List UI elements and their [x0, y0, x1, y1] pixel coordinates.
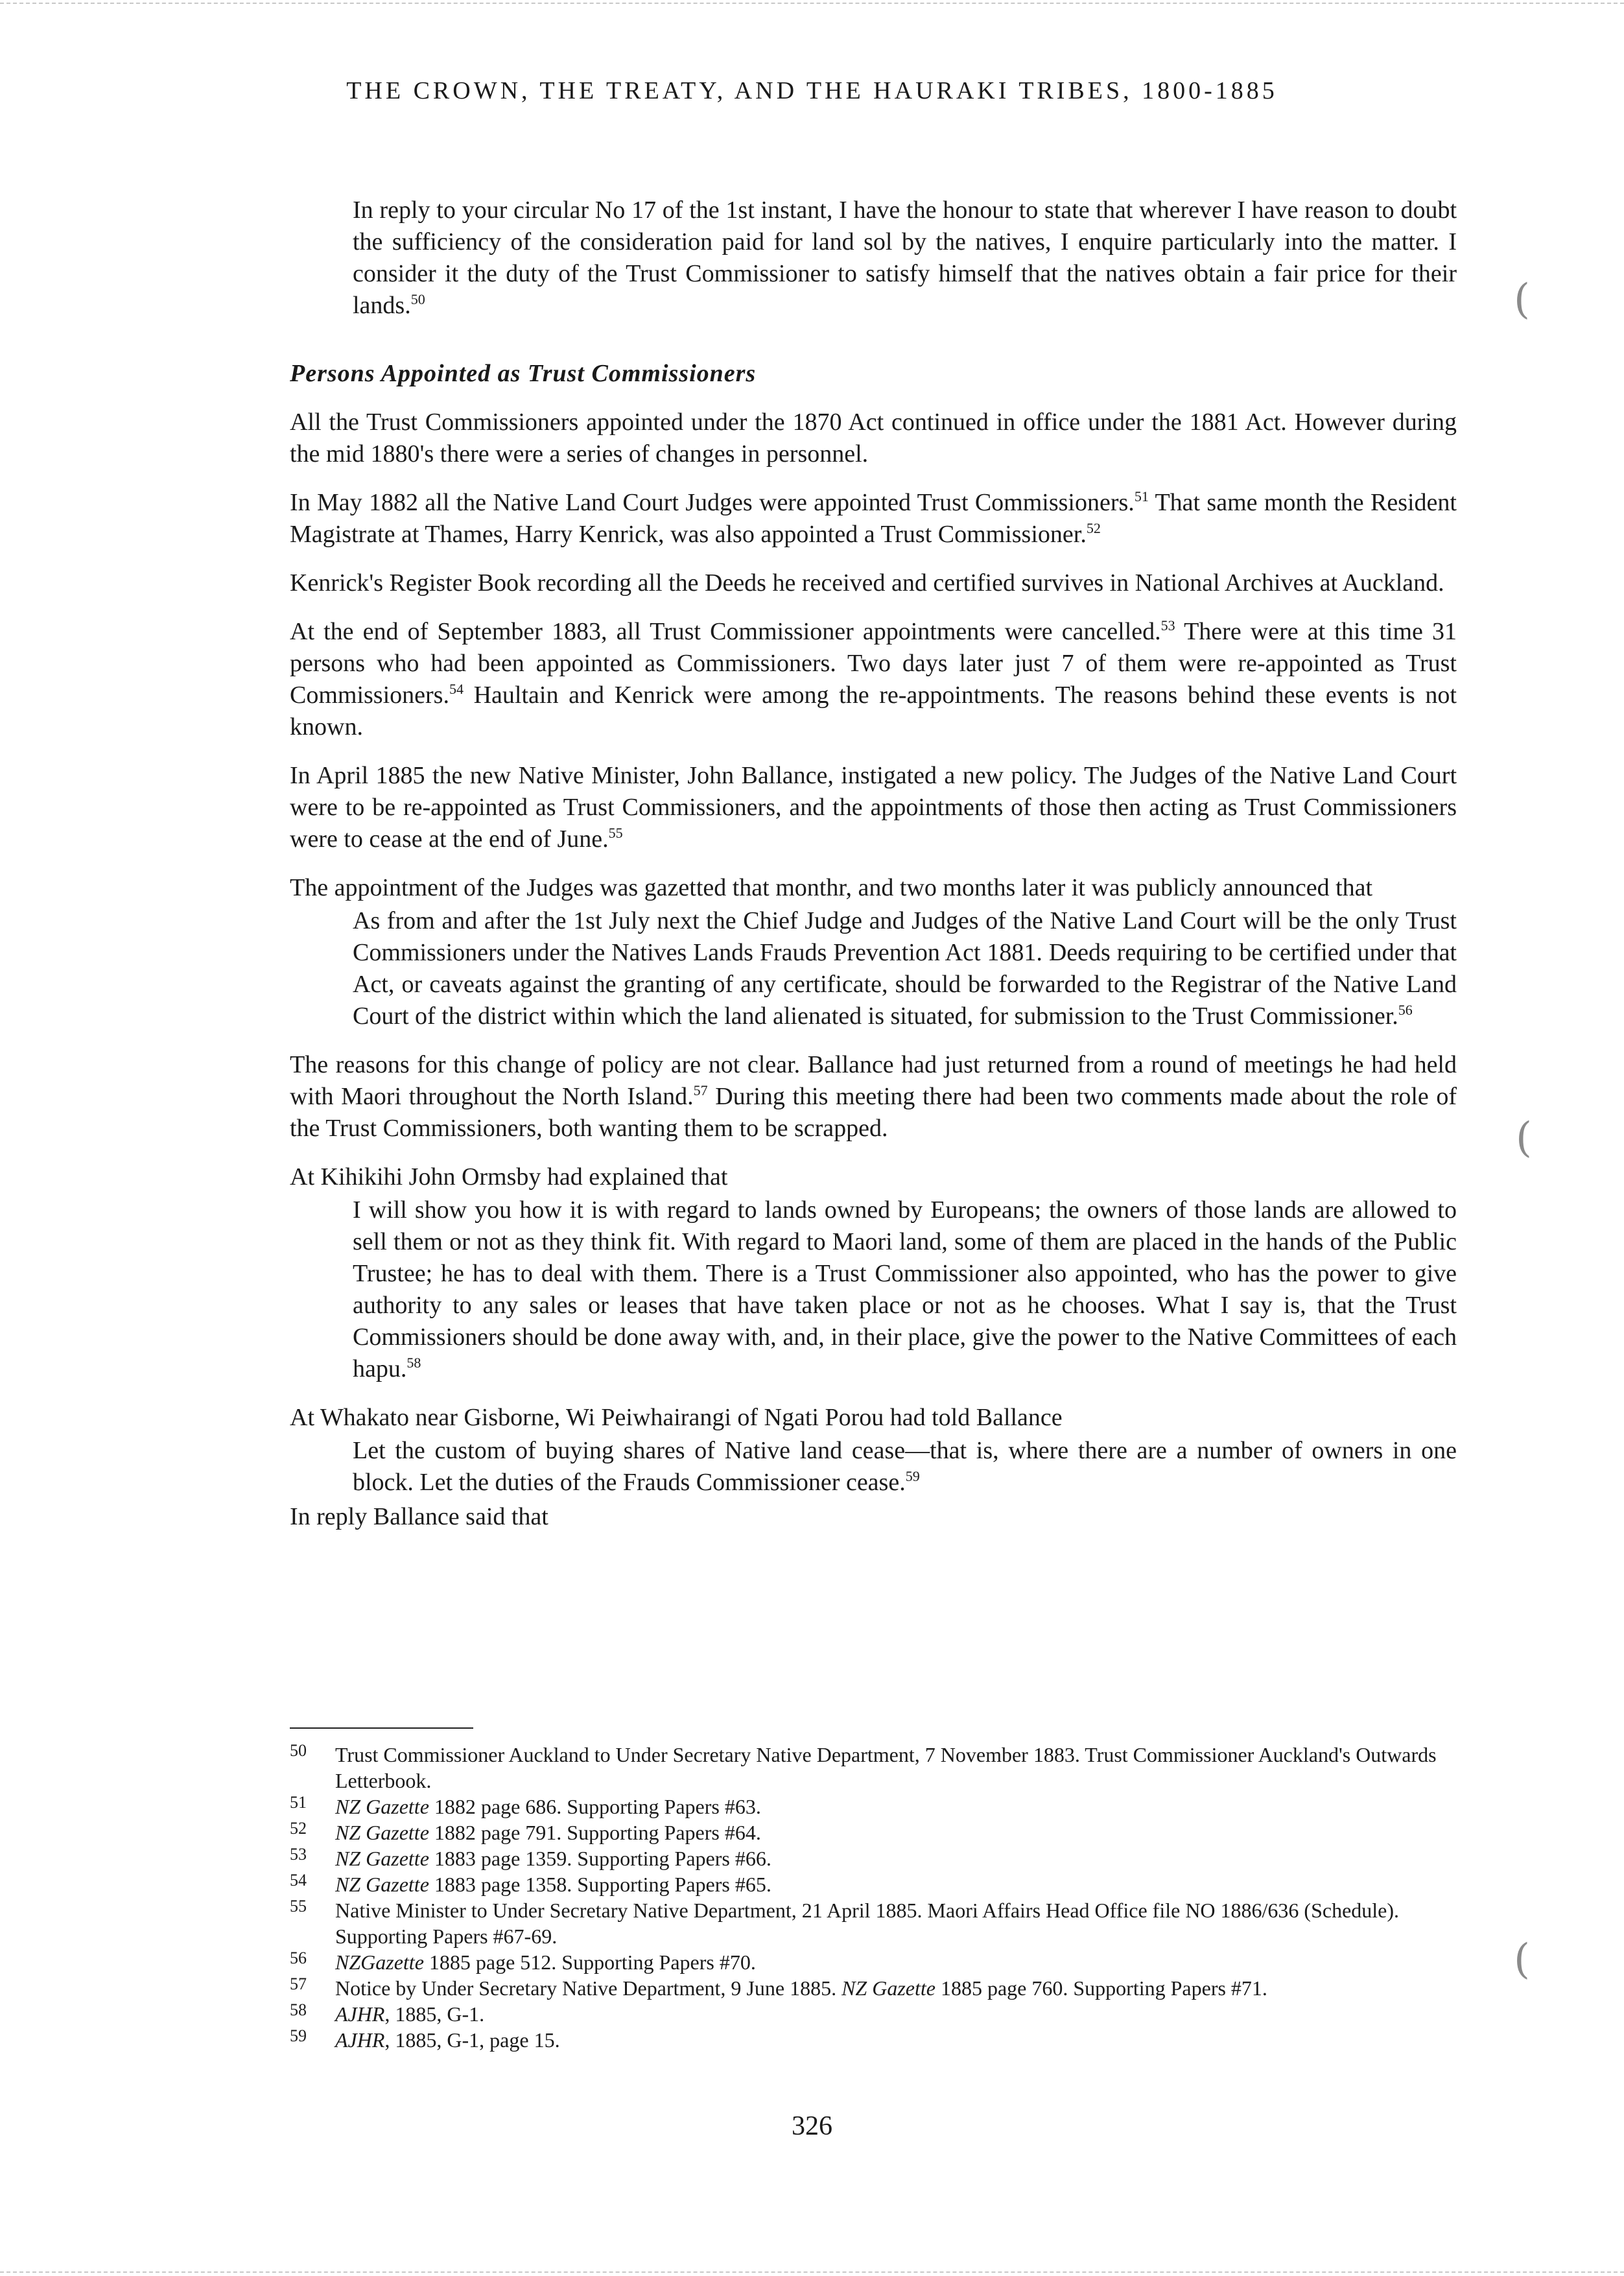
- footnote-text: 1885 page 512. Supporting Papers #70.: [423, 1950, 756, 1974]
- footnote-ref[interactable]: 55: [608, 825, 623, 841]
- paragraph-text: In reply Ballance said that: [290, 1503, 548, 1530]
- footnote-ref[interactable]: 51: [1134, 488, 1149, 504]
- footnote-text: 1883 page 1359. Supporting Papers #66.: [429, 1847, 771, 1870]
- body-text: [290, 195, 1457, 1550]
- paragraph: [290, 1049, 1457, 1144]
- footnote-text: , 1885, G-1.: [384, 2002, 485, 2026]
- footnote-text: , 1885, G-1, page 15.: [384, 2028, 560, 2052]
- paragraph: [290, 1402, 1457, 1434]
- footnote-ref[interactable]: 54: [449, 681, 464, 697]
- margin-bracket-mark: (: [1514, 276, 1530, 324]
- paragraph-text: In May 1882 all the Native Land Court Judges were appointed Trust Commissioners.: [290, 489, 1135, 516]
- footnote-number: 50: [290, 1741, 307, 1760]
- paragraph-text: Kenrick's Register Book recording all the Deeds he received and certified survives in National Archives at Auckland.: [290, 569, 1444, 597]
- paragraph-text: At Kihikihi John Ormsby had explained that: [290, 1163, 728, 1191]
- footnote-text: 1883 page 1358. Supporting Papers #65.: [429, 1873, 771, 1896]
- quote-text: I will show you how it is with regard to lands owned by Europeans; the owners of those lands are allowed to sell them or not as they think fit. With regard to Maori land, some of them are placed in the hands of the Public Trustee; he has to deal with them. There is a Trust Commissioner also appointed, who has the power to give authority to any sales or leases that have taken place or not as he chooses. What I say is, that the Trust Commissioners should be done away with, and, in their place, give the power to the Native Committees of each hapu.: [353, 1196, 1457, 1382]
- block-quote: [353, 195, 1457, 322]
- block-quote: [353, 905, 1457, 1032]
- page-number: 326: [792, 2111, 832, 2141]
- footnote: [290, 1820, 1457, 1845]
- quote-text: In reply to your circular No 17 of the 1st instant, I have the honour to state that wherever I have reason to doubt the sufficiency of the consideration paid for land sol by the natives, I enquire particularly into the matter. I consider it the duty of the Trust Commissioner to satisfy himself that the natives obtain a fair price for their lands.: [353, 196, 1457, 319]
- footnote: [290, 1897, 1457, 1949]
- footnote: [290, 2027, 1457, 2053]
- running-head: THE CROWN, THE TREATY, AND THE HAURAKI TRIBES, 1800-1885: [346, 77, 1278, 104]
- footnote-ref[interactable]: 58: [406, 1355, 421, 1371]
- footnote-source: AJHR: [335, 2002, 385, 2026]
- footnote-source: NZ Gazette: [335, 1873, 429, 1896]
- paragraph: [290, 616, 1457, 743]
- footnote-ref[interactable]: 53: [1160, 617, 1175, 634]
- footnote-number: 53: [290, 1845, 307, 1864]
- paragraph-text: The reasons for this change of policy are not clear. Ballance had just returned from a round of meetings he had held with Maori throughout the North Island.: [290, 1051, 1457, 1110]
- paragraph: [290, 760, 1457, 855]
- footnote-rule: [290, 1727, 473, 1729]
- paragraph-text: That same month the Resident Magistrate at Thames, Harry Kenrick, was also appointed a Trust Commissioner.: [290, 489, 1457, 548]
- paragraph: [290, 1161, 1457, 1193]
- paragraph-text: At Whakato near Gisborne, Wi Peiwhairangi of Ngati Porou had told Ballance: [290, 1404, 1063, 1431]
- footnote-ref[interactable]: 56: [1398, 1002, 1413, 1018]
- footnote: [290, 1871, 1457, 1897]
- footnote-number: 55: [290, 1897, 307, 1915]
- footnote-text: 1885 page 760. Supporting Papers #71.: [935, 1976, 1267, 2000]
- footnote-ref[interactable]: 59: [905, 1468, 920, 1484]
- footnote: [290, 1949, 1457, 1975]
- footnote-number: 57: [290, 1974, 307, 1993]
- quote-text: As from and after the 1st July next the Chief Judge and Judges of the Native Land Court will be the only Trust Commissioners under the Natives Lands Frauds Prevention Act 1881. Deeds requiring to be certified under that Act, or caveats against the granting of any certificate, should be forwarded to the Registrar of the Native Land Court of the district within which the land alienated is situated, for submission to the Trust Commissioner.: [353, 907, 1457, 1030]
- footnote-text: 1882 page 791. Supporting Papers #64.: [429, 1821, 761, 1844]
- footnote-source: NZGazette: [335, 1950, 424, 1974]
- footnote: [290, 1742, 1457, 1794]
- footnote-source: NZ Gazette: [335, 1847, 429, 1870]
- margin-bracket-mark: (: [1514, 1936, 1530, 1984]
- scan-edge-top: [0, 3, 1624, 5]
- footnote-number: 52: [290, 1819, 307, 1838]
- footnote-source: NZ Gazette: [335, 1795, 429, 1818]
- paragraph-text: All the Trust Commissioners appointed under the 1870 Act continued in office under the 1881 Act. However during the mid 1880's there were a series of changes in personnel.: [290, 409, 1457, 468]
- paragraph: [290, 1501, 1457, 1533]
- footnote-ref[interactable]: 52: [1086, 520, 1101, 536]
- footnote-source: NZ Gazette: [335, 1821, 429, 1844]
- paragraph: [290, 567, 1457, 599]
- footnote-text: Trust Commissioner Auckland to Under Secretary Native Department, 7 November 1883. Trust Commissioner Auckland's Outwards Letterbook.: [335, 1743, 1437, 1792]
- footnote-text: 1882 page 686. Supporting Papers #63.: [429, 1795, 761, 1818]
- footnote-text: Native Minister to Under Secretary Native Department, 21 April 1885. Maori Affairs Head Office file NO 1886/636 (Schedule). Supporting Papers #67-69.: [335, 1899, 1400, 1948]
- quote-text: Let the custom of buying shares of Native land cease—that is, where there are a number of owners in one block. Let the duties of the Frauds Commissioner cease.: [353, 1437, 1457, 1496]
- block-quote: [353, 1435, 1457, 1499]
- paragraph-text: At the end of September 1883, all Trust Commissioner appointments were cancelled.: [290, 618, 1161, 645]
- footnote-number: 54: [290, 1871, 307, 1890]
- section-heading: Persons Appointed as Trust Commissioners: [290, 360, 757, 387]
- paragraph-text: Haultain and Kenrick were among the re-appointments. The reasons behind these events is not known.: [290, 682, 1457, 741]
- paragraph-text: There were at this time 31 persons who had been appointed as Commissioners. Two days later just 7 of them were re-appointed as Trust Commissioners.: [290, 618, 1457, 709]
- footnote-number: 59: [290, 2026, 307, 2045]
- paragraph: [290, 872, 1457, 904]
- footnote-text: Notice by Under Secretary Native Department, 9 June 1885.: [335, 1976, 842, 2000]
- footnote: [290, 1794, 1457, 1820]
- footnote-number: 56: [290, 1949, 307, 1967]
- footnotes: [290, 1742, 1457, 2053]
- footnote-number: 51: [290, 1793, 307, 1812]
- footnote-source: NZ Gazette: [841, 1976, 936, 2000]
- footnote: [290, 1975, 1457, 2001]
- paragraph-text: In April 1885 the new Native Minister, John Ballance, instigated a new policy. The Judges of the Native Land Court were to be re-appointed as Trust Commissioners, and the appointments of those then acting as Trust Commissioners were to cease at the end of June.: [290, 762, 1457, 853]
- footnote-number: 58: [290, 2000, 307, 2019]
- footnote-ref[interactable]: 57: [693, 1082, 708, 1098]
- footnote: [290, 1845, 1457, 1871]
- paragraph: [290, 487, 1457, 551]
- footnote: [290, 2001, 1457, 2027]
- paragraph-text: The appointment of the Judges was gazetted that monthr, and two months later it was publicly announced that: [290, 874, 1373, 901]
- paragraph: [290, 407, 1457, 470]
- block-quote: [353, 1194, 1457, 1385]
- footnote-source: AJHR: [335, 2028, 385, 2052]
- margin-bracket-mark: (: [1516, 1114, 1532, 1162]
- footnote-ref[interactable]: 50: [410, 291, 425, 307]
- scan-edge-bottom: [0, 2271, 1624, 2273]
- paragraph-text: During this meeting there had been two comments made about the role of the Trust Commissioners, both wanting them to be scrapped.: [290, 1083, 1457, 1142]
